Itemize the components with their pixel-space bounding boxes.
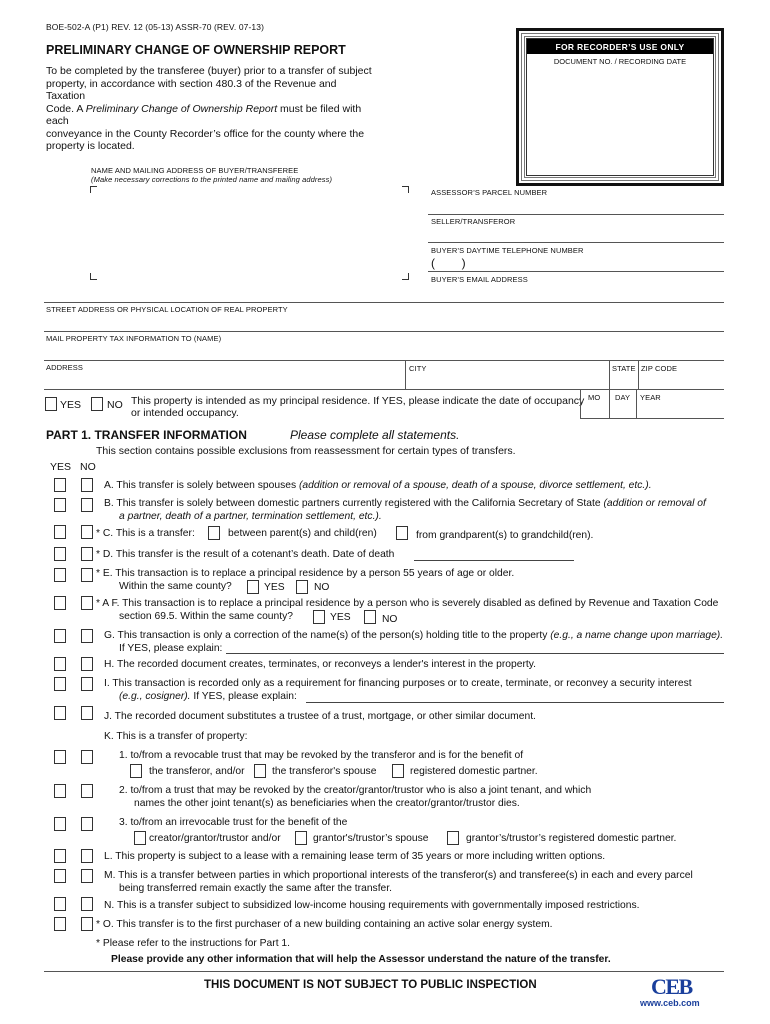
f-same-county-no-checkbox[interactable] — [364, 610, 376, 624]
residence-no-checkbox[interactable] — [91, 397, 103, 411]
m-yes-checkbox[interactable] — [54, 869, 66, 883]
zip-label: ZIP CODE — [641, 364, 678, 373]
day-label: DAY — [615, 393, 631, 402]
c-yes-checkbox[interactable] — [54, 525, 66, 539]
statement-g-cont: If YES, please explain: — [119, 643, 223, 654]
k3-yes-checkbox[interactable] — [54, 817, 66, 831]
parcel-label: ASSESSOR’S PARCEL NUMBER — [431, 188, 548, 197]
d-no-checkbox[interactable] — [81, 547, 93, 561]
address-corner-tr — [402, 186, 409, 193]
k3-partner-checkbox[interactable] — [447, 831, 459, 845]
g-explain-field[interactable] — [226, 653, 724, 654]
k1-yes-checkbox[interactable] — [54, 750, 66, 764]
buyer-name-hint: (Make necessary corrections to the printed name and mailing address) — [91, 175, 333, 184]
statement-i: I. This transaction is recorded only as a requirement for financing purposes or to create, terminate, or reconvey a security interest — [104, 678, 692, 689]
d-yes-checkbox[interactable] — [54, 547, 66, 561]
i-no-checkbox[interactable] — [81, 677, 93, 691]
part1-note: Please complete all statements. — [290, 428, 460, 442]
i-explain-field[interactable] — [306, 702, 724, 703]
email-label: BUYER’S EMAIL ADDRESS — [431, 275, 528, 284]
city-label: CITY — [409, 364, 427, 373]
col-yes: YES — [50, 461, 72, 473]
l-no-checkbox[interactable] — [81, 849, 93, 863]
address-corner-br — [402, 273, 409, 280]
g-yes-checkbox[interactable] — [54, 629, 66, 643]
e-same-county-no-label: NO — [314, 582, 330, 593]
f-no-checkbox[interactable] — [81, 596, 93, 610]
statement-m-cont: being transferred remain exactly the same after the transfer. — [119, 883, 393, 894]
f-same-county-no-label: NO — [382, 614, 398, 625]
intro-paragraph: To be completed by the transferee (buyer) prior to a transfer of subject property, in accordance with section 480.3 of the Revenue and Taxation Code. A Preliminary Change of Ownership Report must be filed with each conveyance in the County Recorder’s office for the county where the property is located. — [46, 65, 372, 152]
j-no-checkbox[interactable] — [81, 706, 93, 720]
e-same-county-no-checkbox[interactable] — [296, 580, 308, 594]
statement-b: B. This transfer is solely between domestic partners currently registered with the California Secretary of State (addition or removal of — [104, 498, 706, 509]
buyer-address-field[interactable] — [92, 188, 402, 274]
mo-label: MO — [588, 393, 601, 402]
c-parent-child-label: between parent(s) and child(ren) — [228, 528, 377, 539]
ceb-logo: CEB — [651, 974, 692, 999]
statement-g: G. This transaction is only a correction of the name(s) of the person(s) holding title to the property (e.g., a name change upon marriage). — [104, 630, 724, 641]
k2-yes-checkbox[interactable] — [54, 784, 66, 798]
statement-k3: 3. to/from an irrevocable trust for the benefit of the — [119, 817, 348, 828]
statement-i-cont: (e.g., cosigner). If YES, please explain: — [119, 691, 297, 702]
b-yes-checkbox[interactable] — [54, 498, 66, 512]
residence-yes-label: YES — [60, 399, 82, 411]
statement-n: N. This is a transfer subject to subsidized low-income housing requirements with governmentally imposed restrictions. — [104, 900, 640, 911]
e-same-county-yes-checkbox[interactable] — [247, 580, 259, 594]
statement-c: * C. This is a transfer: — [96, 528, 195, 539]
part1-instruction: Please provide any other information that will help the Assessor understand the nature of the transfer. — [111, 954, 611, 965]
statement-o: * O. This transfer is to the first purchaser of a new building containing an active solar energy system. — [96, 919, 553, 930]
year-label: YEAR — [640, 393, 661, 402]
statement-k: K. This is a transfer of property: — [104, 731, 248, 742]
statement-k1: 1. to/from a revocable trust that may be revoked by the transferor and is for the benefit of — [119, 750, 524, 761]
n-no-checkbox[interactable] — [81, 897, 93, 911]
c-parent-child-checkbox[interactable] — [208, 526, 220, 540]
b-no-checkbox[interactable] — [81, 498, 93, 512]
l-yes-checkbox[interactable] — [54, 849, 66, 863]
c-grandparent-checkbox[interactable] — [396, 526, 408, 540]
residence-question: This property is intended as my principal residence. If YES, please indicate the date of occupancy or intended occupancy. — [131, 395, 585, 419]
phone-area-code[interactable]: ( ) — [431, 256, 466, 270]
date-of-death-field[interactable] — [414, 560, 574, 561]
k3-creator-checkbox[interactable] — [134, 831, 146, 845]
f-same-county-yes-checkbox[interactable] — [313, 610, 325, 624]
a-no-checkbox[interactable] — [81, 478, 93, 492]
k1-spouse-checkbox[interactable] — [254, 764, 266, 778]
k1-no-checkbox[interactable] — [81, 750, 93, 764]
f-yes-checkbox[interactable] — [54, 596, 66, 610]
o-no-checkbox[interactable] — [81, 917, 93, 931]
statement-d: * D. This transfer is the result of a cotenant’s death. Date of death — [96, 549, 395, 560]
residence-yes-checkbox[interactable] — [45, 397, 57, 411]
e-no-checkbox[interactable] — [81, 568, 93, 582]
o-yes-checkbox[interactable] — [54, 917, 66, 931]
k3-no-checkbox[interactable] — [81, 817, 93, 831]
page-title: PRELIMINARY CHANGE OF OWNERSHIP REPORT — [46, 43, 346, 57]
k1-transferor-label: the transferor, and/or — [149, 766, 245, 777]
statement-j: J. The recorded document substitutes a trustee of a trust, mortgage, or other similar document. — [104, 711, 536, 722]
k3-spouse-label: grantor's/trustor’s spouse — [313, 833, 429, 844]
k1-spouse-label: the transferor's spouse — [272, 766, 377, 777]
statement-k2: 2. to/from a trust that may be revoked by the creator/grantor/trustor who is also a joint tenant, and which — [119, 785, 592, 796]
part1-heading: PART 1. TRANSFER INFORMATION — [46, 428, 247, 442]
statement-b-cont: a partner, death of a partner, termination settlement, etc.). — [119, 511, 382, 522]
f-same-county-yes-label: YES — [330, 612, 351, 623]
statement-f: * A F. This transaction is to replace a principal residence by a person who is severely disabled as defined by Revenue and Taxation Code — [96, 598, 719, 609]
statement-f-cont: section 69.5. Within the same county? — [119, 611, 293, 622]
e-same-county-yes-label: YES — [264, 582, 285, 593]
k1-transferor-checkbox[interactable] — [130, 764, 142, 778]
k3-creator-label: creator/grantor/trustor and/or — [149, 833, 281, 844]
statement-h: H. The recorded document creates, terminates, or reconveys a lender's interest in the property. — [104, 659, 536, 670]
part1-footnote: * Please refer to the instructions for Part 1. — [96, 938, 291, 949]
seller-label: SELLER/TRANSFEROR — [431, 217, 516, 226]
k1-partner-checkbox[interactable] — [392, 764, 404, 778]
m-no-checkbox[interactable] — [81, 869, 93, 883]
statement-e-cont: Within the same county? — [119, 581, 232, 592]
k2-no-checkbox[interactable] — [81, 784, 93, 798]
c-grandparent-label: from grandparent(s) to grandchild(ren). — [416, 530, 594, 541]
part1-intro: This section contains possible exclusions from reassessment for certain types of transfers. — [96, 445, 516, 457]
recorder-subheading: DOCUMENT NO. / RECORDING DATE — [553, 57, 687, 66]
street-label: STREET ADDRESS OR PHYSICAL LOCATION OF REAL PROPERTY — [46, 305, 288, 314]
g-no-checkbox[interactable] — [81, 629, 93, 643]
recorder-box — [516, 28, 724, 186]
h-no-checkbox[interactable] — [81, 657, 93, 671]
mail-tax-label: MAIL PROPERTY TAX INFORMATION TO (NAME) — [46, 334, 222, 343]
address-corner-bl — [90, 273, 97, 280]
statement-l: L. This property is subject to a lease with a remaining lease term of 35 years or more including written options. — [104, 851, 606, 862]
ceb-url[interactable]: www.ceb.com — [640, 998, 700, 1008]
k3-partner-label: grantor’s/trustor’s registered domestic partner. — [466, 833, 677, 844]
k3-spouse-checkbox[interactable] — [295, 831, 307, 845]
e-yes-checkbox[interactable] — [54, 568, 66, 582]
phone-label: BUYER’S DAYTIME TELEPHONE NUMBER — [431, 246, 584, 255]
address-label: ADDRESS — [46, 363, 83, 372]
statement-m: M. This is a transfer between parties in which proportional interests of the transferor(s) and transferee(s) in each and every parcel — [104, 870, 693, 881]
n-yes-checkbox[interactable] — [54, 897, 66, 911]
public-inspection-notice: THIS DOCUMENT IS NOT SUBJECT TO PUBLIC INSPECTION — [204, 979, 537, 991]
residence-no-label: NO — [107, 399, 123, 411]
form-id: BOE-502-A (P1) REV. 12 (05-13) ASSR-70 (REV. 07-13) — [46, 22, 265, 32]
statement-k2-cont: names the other joint tenant(s) as beneficiaries when the creator/grantor/trustor dies. — [134, 798, 520, 809]
a-yes-checkbox[interactable] — [54, 478, 66, 492]
statement-a: A. This transfer is solely between spouses (addition or removal of a spouse, death of a spouse, divorce settlement, etc.). — [104, 480, 652, 491]
col-no: NO — [80, 461, 96, 473]
k1-partner-label: registered domestic partner. — [410, 766, 538, 777]
c-no-checkbox[interactable] — [81, 525, 93, 539]
h-yes-checkbox[interactable] — [54, 657, 66, 671]
recorder-heading: FOR RECORDER’S USE ONLY — [527, 39, 713, 54]
state-label: STATE — [612, 364, 636, 373]
statement-e: * E. This transaction is to replace a principal residence by a person 55 years of age or older. — [96, 568, 515, 579]
i-yes-checkbox[interactable] — [54, 677, 66, 691]
buyer-name-label: NAME AND MAILING ADDRESS OF BUYER/TRANSFEREE — [91, 166, 299, 175]
j-yes-checkbox[interactable] — [54, 706, 66, 720]
